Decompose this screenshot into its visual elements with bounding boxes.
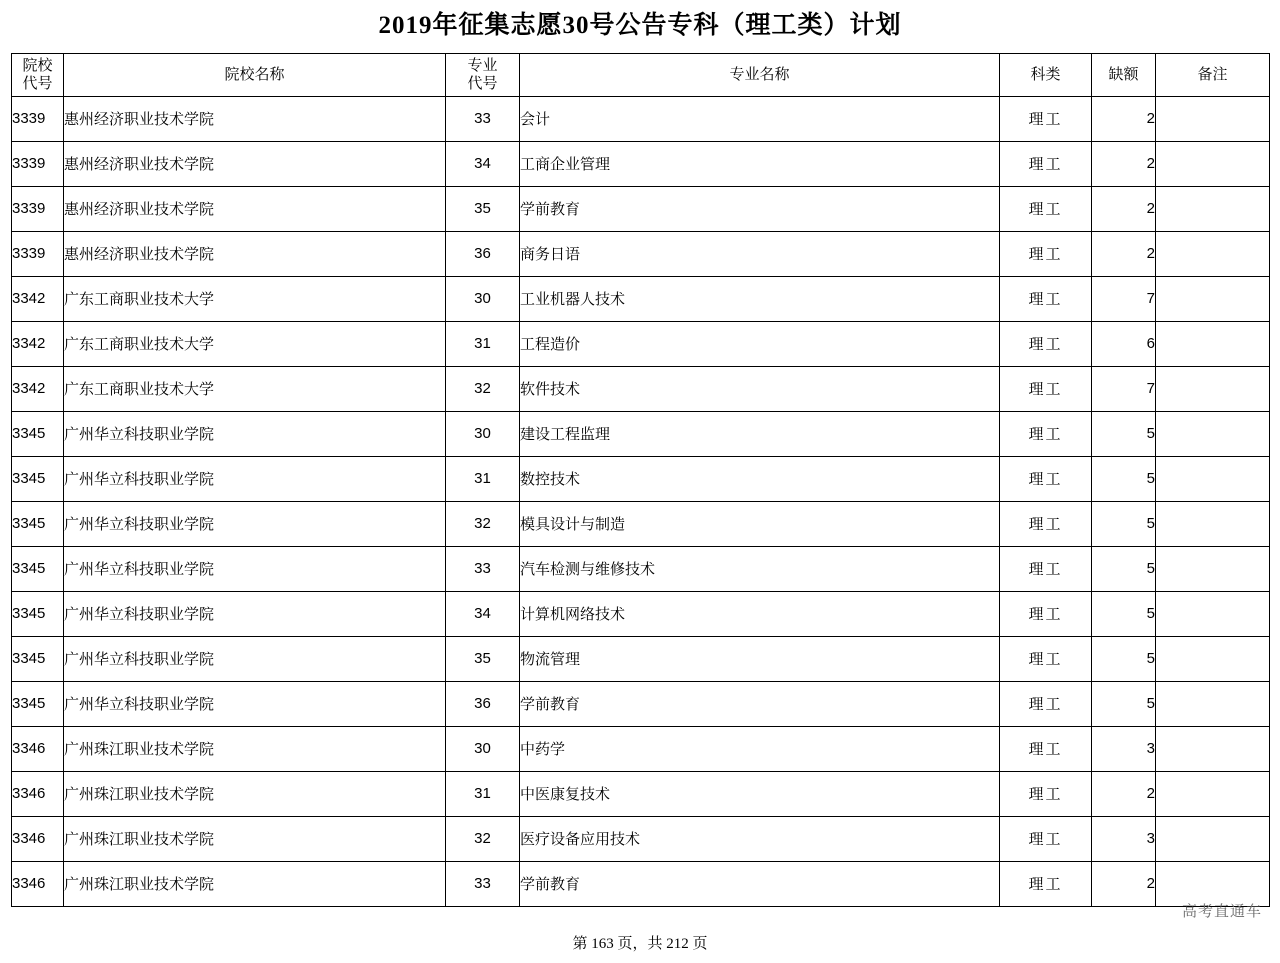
cell-major-code: 34 [446,591,520,636]
cell-category: 理工 [1000,96,1092,141]
page-title: 2019年征集志愿30号公告专科（理工类）计划 [378,12,902,39]
watermark-note: 高考直通车 [1181,903,1262,920]
cell-school-name: 惠州经济职业技术学院 [64,186,446,231]
cell-school-code: 3339 [12,96,64,141]
cell-school-name: 广州华立科技职业学院 [64,546,446,591]
cell-major-name: 计算机网络技术 [520,591,1000,636]
cell-quota: 2 [1092,186,1156,231]
table-row [12,591,1270,636]
cell-school-name: 广州珠江职业技术学院 [64,726,446,771]
cell-major-code: 35 [446,636,520,681]
column-header-school-code-line2: 代号 [22,74,53,92]
cell-category: 理工 [1000,681,1092,726]
cell-major-name: 建设工程监理 [520,411,1000,456]
page-number: 第 163 页，共 212 页 [572,936,708,952]
table-row [12,456,1270,501]
cell-category: 理工 [1000,321,1092,366]
cell-remark [1156,141,1270,186]
cell-category: 理工 [1000,861,1092,906]
cell-quota: 7 [1092,366,1156,411]
cell-major-code: 30 [446,276,520,321]
cell-school-code: 3339 [12,231,64,276]
table-row [12,411,1270,456]
cell-school-code: 3346 [12,816,64,861]
column-header-major-code [446,53,520,96]
cell-category: 理工 [1000,276,1092,321]
cell-remark [1156,456,1270,501]
table-row [12,681,1270,726]
cell-school-name: 惠州经济职业技术学院 [64,141,446,186]
cell-category: 理工 [1000,366,1092,411]
column-header-major-code-line1: 专业 [467,57,498,75]
cell-remark [1156,366,1270,411]
cell-remark [1156,726,1270,771]
cell-school-code: 3342 [12,321,64,366]
cell-major-name: 学前教育 [520,861,1000,906]
cell-school-code: 3345 [12,456,64,501]
cell-school-code: 3345 [12,411,64,456]
cell-quota: 5 [1092,456,1156,501]
cell-major-code: 33 [446,96,520,141]
cell-remark [1156,411,1270,456]
cell-category: 理工 [1000,501,1092,546]
cell-school-name: 广州珠江职业技术学院 [64,771,446,816]
cell-category: 理工 [1000,771,1092,816]
column-header-major-code-line2: 代号 [467,74,498,92]
table-header-row [12,53,1270,96]
cell-major-code: 31 [446,321,520,366]
column-header-major-name: 专业名称 [520,53,1000,96]
table-row [12,276,1270,321]
cell-remark [1156,636,1270,681]
cell-quota: 5 [1092,501,1156,546]
enrollment-plan-table [11,53,1270,907]
cell-major-name: 数控技术 [520,456,1000,501]
cell-remark [1156,321,1270,366]
table-row [12,771,1270,816]
cell-school-code: 3345 [12,636,64,681]
table-row [12,726,1270,771]
table-row [12,366,1270,411]
cell-quota: 2 [1092,771,1156,816]
cell-category: 理工 [1000,816,1092,861]
cell-category: 理工 [1000,726,1092,771]
cell-quota: 3 [1092,816,1156,861]
cell-category: 理工 [1000,231,1092,276]
table-row [12,546,1270,591]
cell-quota: 2 [1092,96,1156,141]
cell-school-name: 广州华立科技职业学院 [64,636,446,681]
table-row [12,96,1270,141]
cell-remark [1156,771,1270,816]
column-header-school-code-line1: 院校 [22,57,53,75]
cell-category: 理工 [1000,141,1092,186]
column-header-school-code [12,53,64,96]
cell-quota: 2 [1092,861,1156,906]
cell-remark [1156,591,1270,636]
column-header-quota: 缺额 [1092,53,1156,96]
cell-major-code: 33 [446,861,520,906]
table-row [12,816,1270,861]
cell-quota: 5 [1092,411,1156,456]
cell-major-name: 工商企业管理 [520,141,1000,186]
cell-school-name: 广州珠江职业技术学院 [64,816,446,861]
cell-major-code: 31 [446,456,520,501]
cell-major-code: 34 [446,141,520,186]
cell-remark [1156,186,1270,231]
cell-school-code: 3345 [12,681,64,726]
cell-major-name: 工程造价 [520,321,1000,366]
cell-remark [1156,681,1270,726]
cell-major-name: 汽车检测与维修技术 [520,546,1000,591]
cell-school-name: 广州珠江职业技术学院 [64,861,446,906]
cell-school-code: 3346 [12,771,64,816]
cell-school-code: 3345 [12,501,64,546]
cell-school-code: 3345 [12,591,64,636]
cell-category: 理工 [1000,186,1092,231]
column-header-category: 科类 [1000,53,1092,96]
cell-quota: 3 [1092,726,1156,771]
cell-quota: 5 [1092,636,1156,681]
cell-school-code: 3342 [12,276,64,321]
table-row [12,186,1270,231]
table-row [12,231,1270,276]
cell-quota: 6 [1092,321,1156,366]
cell-major-name: 中药学 [520,726,1000,771]
table-row [12,501,1270,546]
cell-school-code: 3346 [12,861,64,906]
cell-major-code: 30 [446,411,520,456]
cell-quota: 5 [1092,591,1156,636]
table-body [12,96,1270,906]
cell-major-code: 32 [446,366,520,411]
cell-major-name: 学前教育 [520,681,1000,726]
cell-school-name: 惠州经济职业技术学院 [64,231,446,276]
cell-school-code: 3345 [12,546,64,591]
cell-school-name: 广州华立科技职业学院 [64,591,446,636]
cell-quota: 2 [1092,141,1156,186]
cell-major-code: 33 [446,546,520,591]
table-row [12,861,1270,906]
cell-category: 理工 [1000,546,1092,591]
cell-major-code: 36 [446,681,520,726]
cell-school-name: 广东工商职业技术大学 [64,321,446,366]
cell-remark [1156,231,1270,276]
cell-remark [1156,501,1270,546]
cell-school-code: 3339 [12,141,64,186]
cell-major-name: 软件技术 [520,366,1000,411]
cell-remark [1156,546,1270,591]
cell-major-name: 模具设计与制造 [520,501,1000,546]
cell-category: 理工 [1000,456,1092,501]
cell-school-name: 广州华立科技职业学院 [64,411,446,456]
cell-major-name: 学前教育 [520,186,1000,231]
cell-major-name: 物流管理 [520,636,1000,681]
cell-school-name: 惠州经济职业技术学院 [64,96,446,141]
cell-remark [1156,96,1270,141]
cell-school-name: 广东工商职业技术大学 [64,366,446,411]
table-header [12,53,1270,96]
cell-major-code: 32 [446,816,520,861]
cell-school-code: 3346 [12,726,64,771]
cell-school-name: 广东工商职业技术大学 [64,276,446,321]
cell-major-name: 会计 [520,96,1000,141]
cell-category: 理工 [1000,636,1092,681]
cell-major-code: 30 [446,726,520,771]
cell-major-name: 商务日语 [520,231,1000,276]
cell-major-name: 中医康复技术 [520,771,1000,816]
cell-remark [1156,816,1270,861]
cell-school-code: 3339 [12,186,64,231]
cell-school-name: 广州华立科技职业学院 [64,681,446,726]
cell-major-code: 36 [446,231,520,276]
table-row [12,321,1270,366]
cell-major-code: 31 [446,771,520,816]
column-header-remark: 备注 [1156,53,1270,96]
cell-category: 理工 [1000,411,1092,456]
table-row [12,636,1270,681]
cell-major-name: 工业机器人技术 [520,276,1000,321]
cell-category: 理工 [1000,591,1092,636]
cell-major-code: 35 [446,186,520,231]
cell-remark [1156,276,1270,321]
cell-major-name: 医疗设备应用技术 [520,816,1000,861]
cell-quota: 5 [1092,546,1156,591]
cell-school-code: 3342 [12,366,64,411]
column-header-school-name: 院校名称 [64,53,446,96]
cell-major-code: 32 [446,501,520,546]
table-row [12,141,1270,186]
cell-quota: 2 [1092,231,1156,276]
cell-quota: 5 [1092,681,1156,726]
cell-quota: 7 [1092,276,1156,321]
cell-school-name: 广州华立科技职业学院 [64,456,446,501]
cell-school-name: 广州华立科技职业学院 [64,501,446,546]
